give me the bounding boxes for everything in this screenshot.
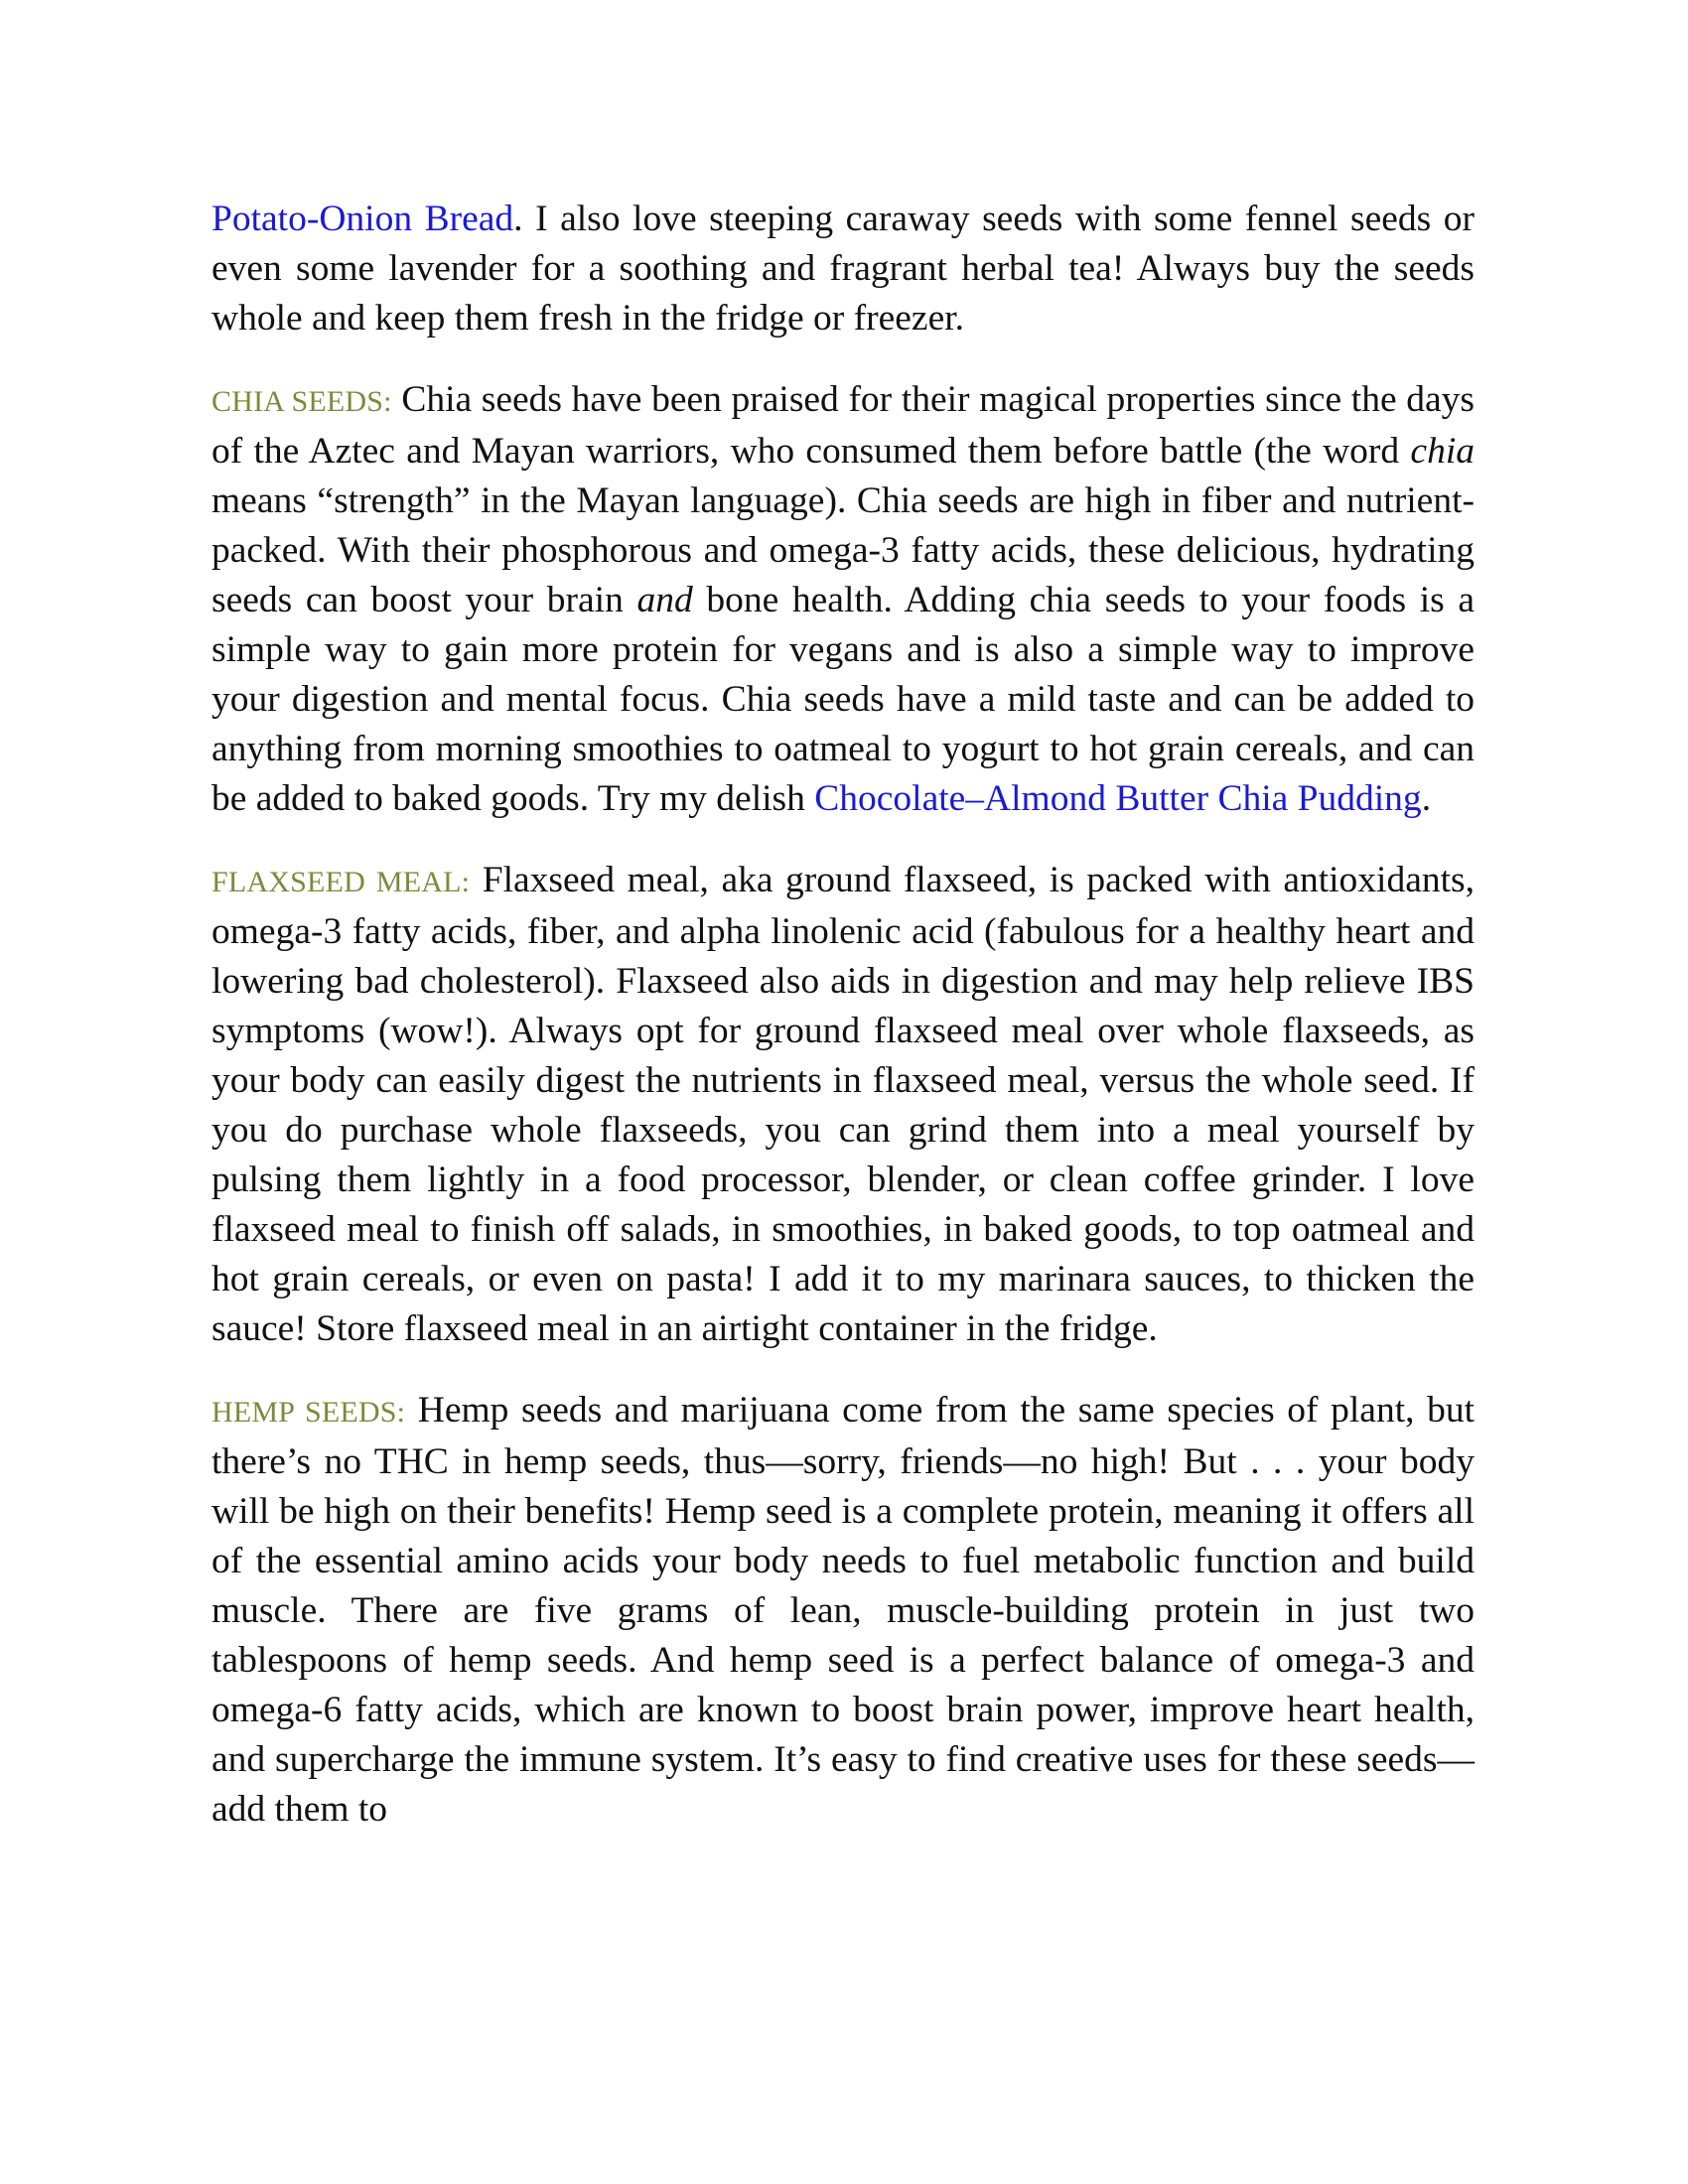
chia-seeds-paragraph	[211, 375, 1475, 824]
chia-text-3: bone health. Adding chia seeds to your foods is a simple way to gain more protein for vegans and is also a simple way to improve your digestion and mental focus. Chia seeds have a mild taste and can be added to anything from morning smoothies to oatmeal to yogurt to hot grain cereals, and can be added to baked goods. Try my delish	[211, 580, 1475, 819]
chia-italic-word: chia	[1410, 431, 1475, 472]
flaxseed-text: Flaxseed meal, aka ground flaxseed, is packed with antioxidants, omega-3 fatty acids, fiber, and alpha linolenic acid (fabulous for a healthy heart and lowering bad cholesterol). Flaxseed also aids in digestion and may help relieve IBS symptoms (wow!). Always opt for ground flaxseed meal over whole flaxseeds, as your body can easily digest the nutrients in flaxseed meal, versus the whole seed. If you do purchase whole flaxseeds, you can grind them into a meal yourself by pulsing them lightly in a food processor, blender, or clean coffee grinder. I love flaxseed meal to finish off salads, in smoothies, in baked goods, to top oatmeal and hot grain cereals, or even on pasta! I add it to my marinara sauces, to thicken the sauce! Store flaxseed meal in an airtight container in the fridge.	[211, 860, 1476, 1349]
chia-seeds-heading: CHIA SEEDS:	[211, 385, 392, 418]
chia-text-1: Chia seeds have been praised for their magical properties since the days of the Aztec and Mayan warriors, who consumed them before battle (the word	[211, 379, 1475, 472]
flaxseed-meal-heading: FLAXSEED MEAL:	[211, 866, 471, 898]
potato-onion-bread-link[interactable]: Potato-Onion Bread	[211, 199, 514, 239]
caraway-text: . I also love steeping caraway seeds with some fennel seeds or even some lavender for a soothing and fragrant herbal tea! Always buy the seeds whole and keep them fresh in the fridge or freezer.	[211, 199, 1475, 339]
and-italic-word: and	[636, 580, 693, 620]
caraway-paragraph-continued	[211, 195, 1475, 343]
hemp-seeds-paragraph	[211, 1386, 1475, 1835]
hemp-text: Hemp seeds and marijuana come from the same species of plant, but there’s no THC in hemp seeds, thus—sorry, friends—no high! But . . . your body will be high on their benefits! Hemp seed is a complete protein, meaning it offers all of the essential amino acids your body needs to fuel metabolic function and build muscle. There are five grams of lean, muscle-building protein in just two tablespoons of hemp seeds. And hemp seed is a perfect balance of omega-3 and omega-6 fatty acids, which are known to boost brain power, improve heart health, and supercharge the immune system. It’s easy to find creative uses for these seeds—add them to	[211, 1390, 1475, 1830]
page-body	[211, 195, 1475, 1866]
hemp-seeds-heading: HEMP SEEDS:	[211, 1396, 406, 1429]
chia-text-2: means “strength” in the Mayan language). Chia seeds are high in fiber and nutrient-packed. With their phosphorous and omega-3 fatty acids, these delicious, hydrating seeds can boost your brain	[211, 480, 1475, 620]
chia-pudding-link[interactable]: Chocolate–Almond Butter Chia Pudding	[814, 778, 1422, 819]
chia-text-4: .	[1421, 778, 1432, 819]
flaxseed-meal-paragraph	[211, 856, 1475, 1354]
